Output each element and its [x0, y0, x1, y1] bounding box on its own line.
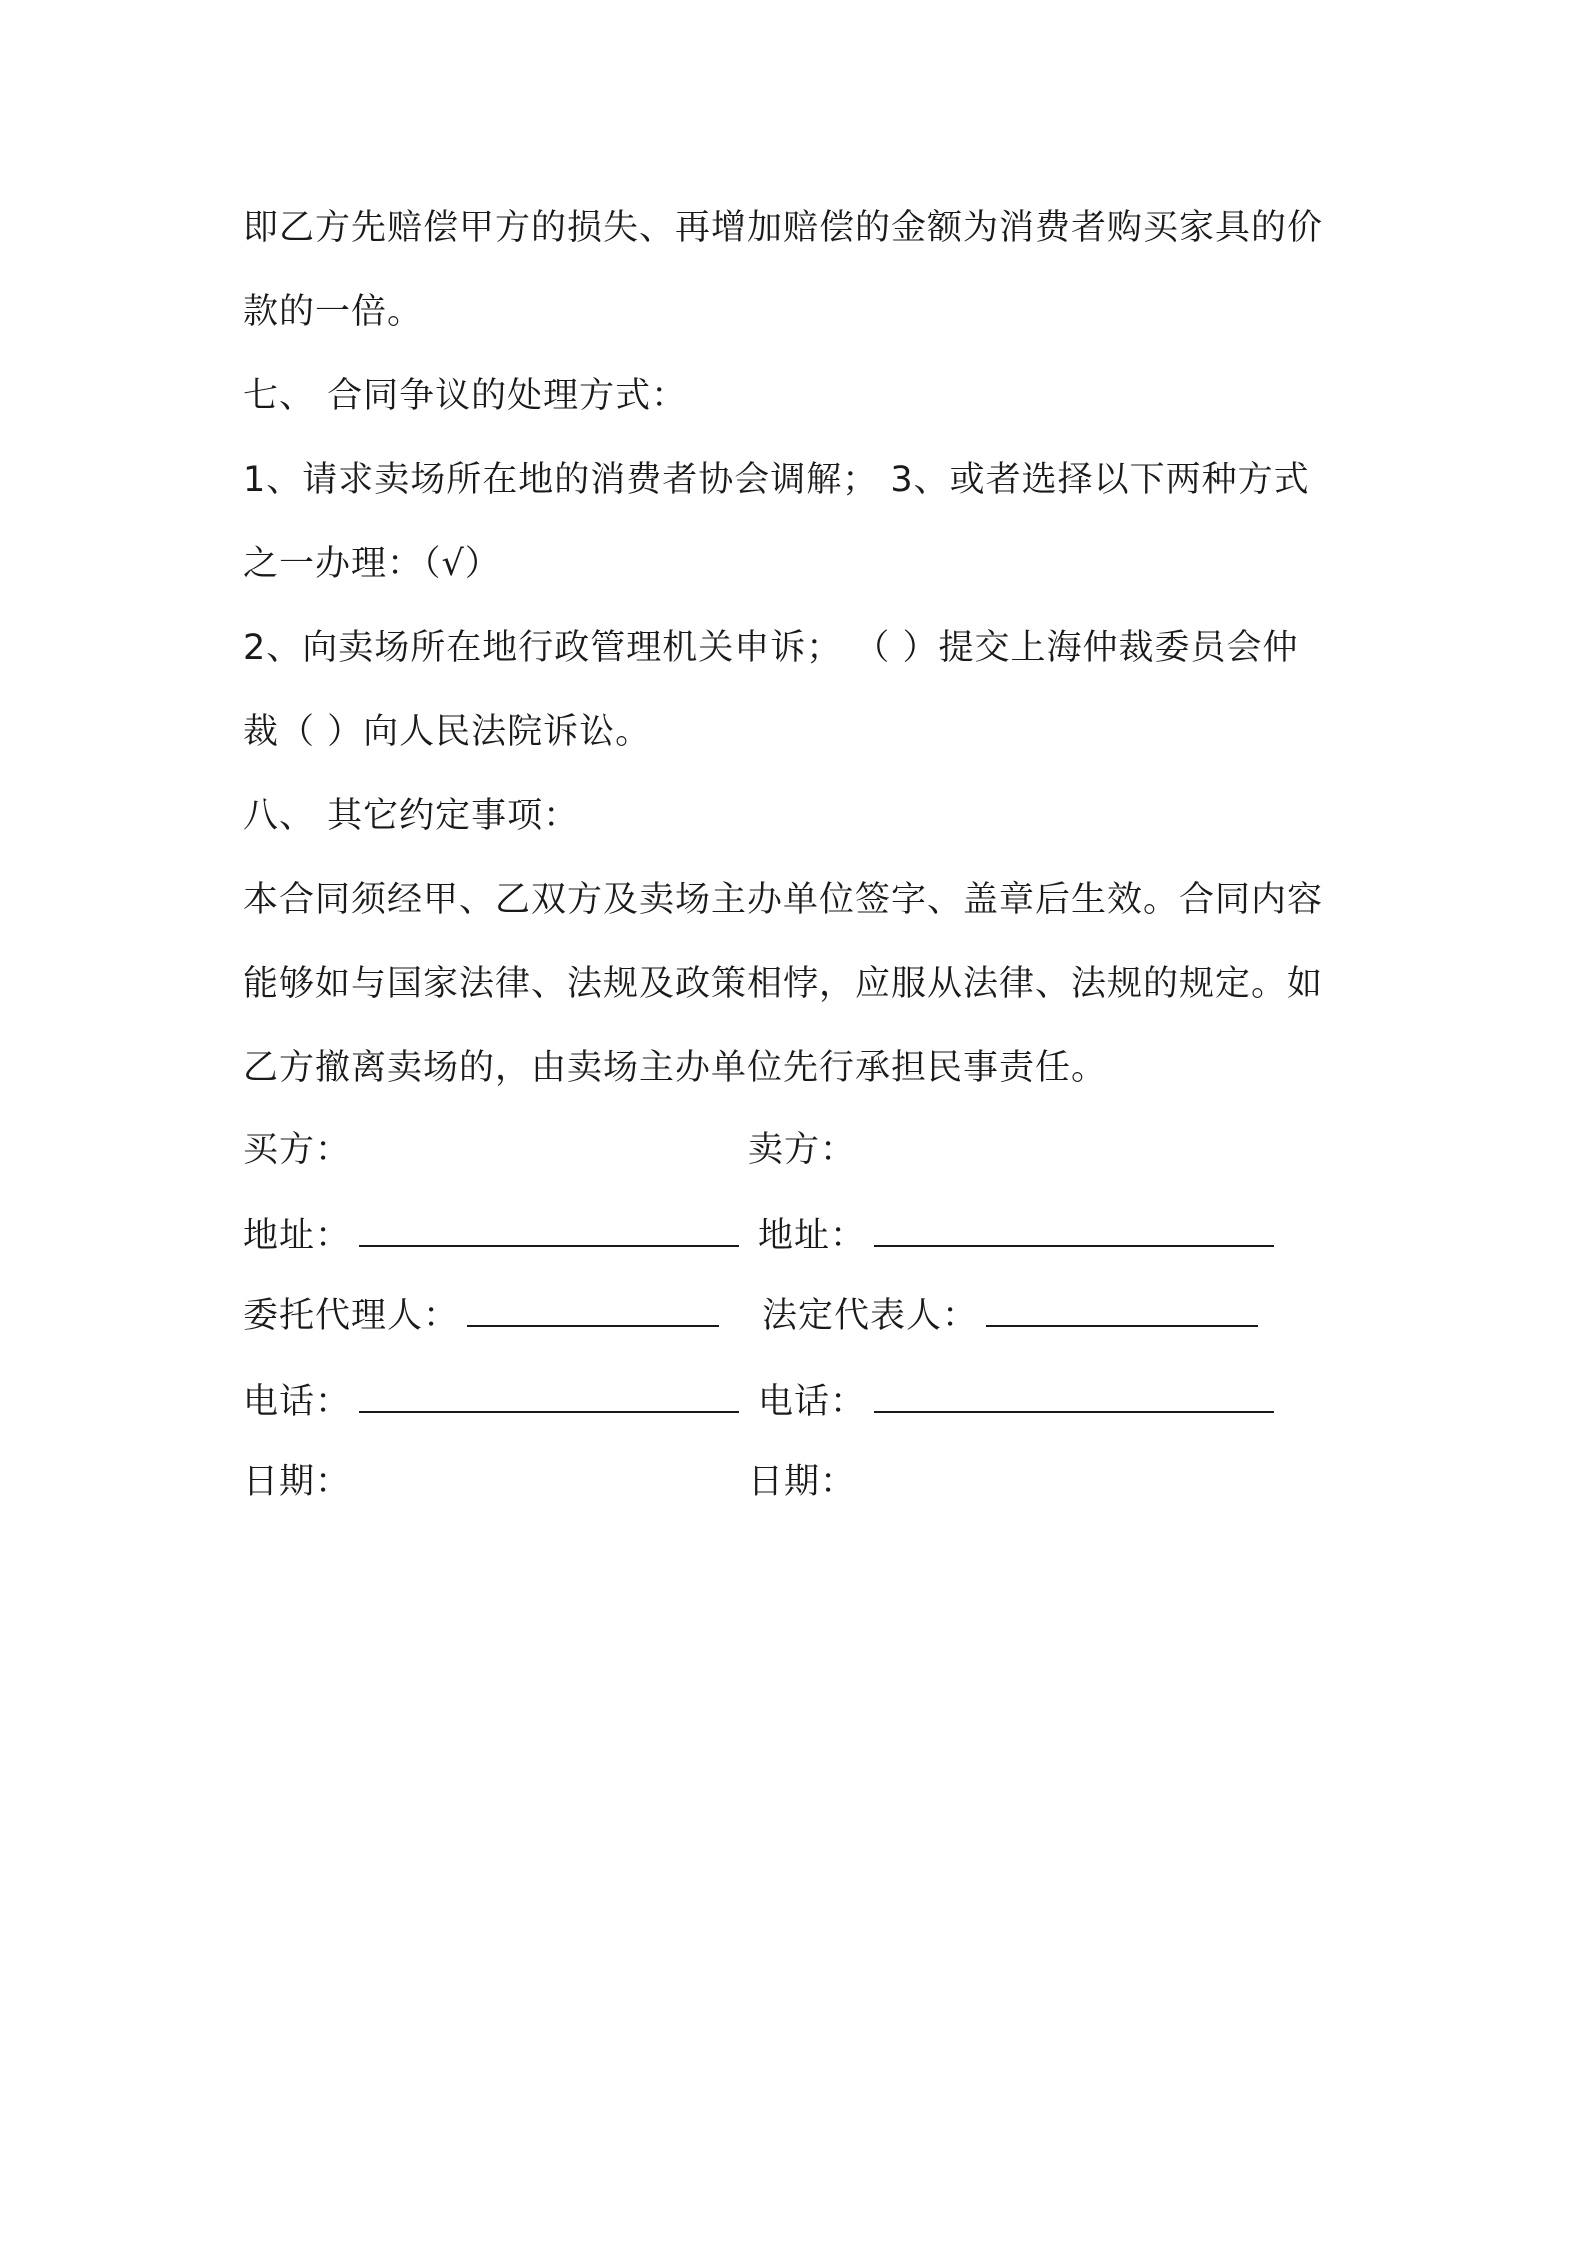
buyer-agent-blank: [467, 1295, 719, 1327]
body-line-9: 本合同须经甲、乙双方及卖场主办单位签字、盖章后生效。合同内容: [243, 880, 1324, 920]
seller-address-blank: [874, 1215, 1274, 1247]
section-eight-heading: 八、 其它约定事项：: [243, 796, 580, 836]
seller-phone-row: [758, 1380, 1274, 1424]
buyer-phone-row: [243, 1380, 739, 1424]
seller-address-row: [758, 1214, 1274, 1258]
seller-phone-label: 电话：: [758, 1382, 867, 1422]
buyer-agent-label: 委托代理人：: [243, 1296, 460, 1336]
buyer-phone-blank: [359, 1381, 739, 1413]
buyer-address-blank: [359, 1215, 739, 1247]
seller-rep-blank: [986, 1295, 1258, 1327]
buyer-address-label: 地址：: [243, 1216, 352, 1256]
body-line-1: 即乙方先赔偿甲方的损失、再增加赔偿的金额为消费者购买家具的价: [243, 208, 1324, 248]
seller-date-label: 日期：: [748, 1462, 857, 1502]
seller-rep-label: 法定代表人：: [762, 1296, 979, 1336]
body-line-7: 裁（ ）向人民法院诉讼。: [243, 712, 652, 752]
body-line-10: 能够如与国家法律、法规及政策相悖，应服从法律、法规的规定。如: [243, 964, 1324, 1004]
body-line-4: 1、请求卖场所在地的消费者协会调解； 3、或者选择以下两种方式: [243, 460, 1310, 500]
buyer-address-row: [243, 1214, 739, 1258]
buyer-date-label: 日期：: [243, 1462, 352, 1502]
body-line-2: 款的一倍。: [243, 292, 424, 332]
section-seven-heading: 七、 合同争议的处理方式：: [243, 376, 688, 416]
body-line-5: 之一办理：（√）: [243, 544, 501, 584]
seller-label: 卖方：: [748, 1130, 857, 1170]
body-line-6: 2、向卖场所在地行政管理机关申诉； （ ）提交上海仲裁委员会仲: [243, 628, 1299, 668]
seller-phone-blank: [874, 1381, 1274, 1413]
buyer-label: 买方：: [243, 1130, 352, 1170]
buyer-phone-label: 电话：: [243, 1382, 352, 1422]
buyer-agent-row: [243, 1294, 719, 1338]
body-line-11: 乙方撤离卖场的，由卖场主办单位先行承担民事责任。: [243, 1048, 1108, 1088]
seller-address-label: 地址：: [758, 1216, 867, 1256]
seller-rep-row: [762, 1294, 1258, 1338]
